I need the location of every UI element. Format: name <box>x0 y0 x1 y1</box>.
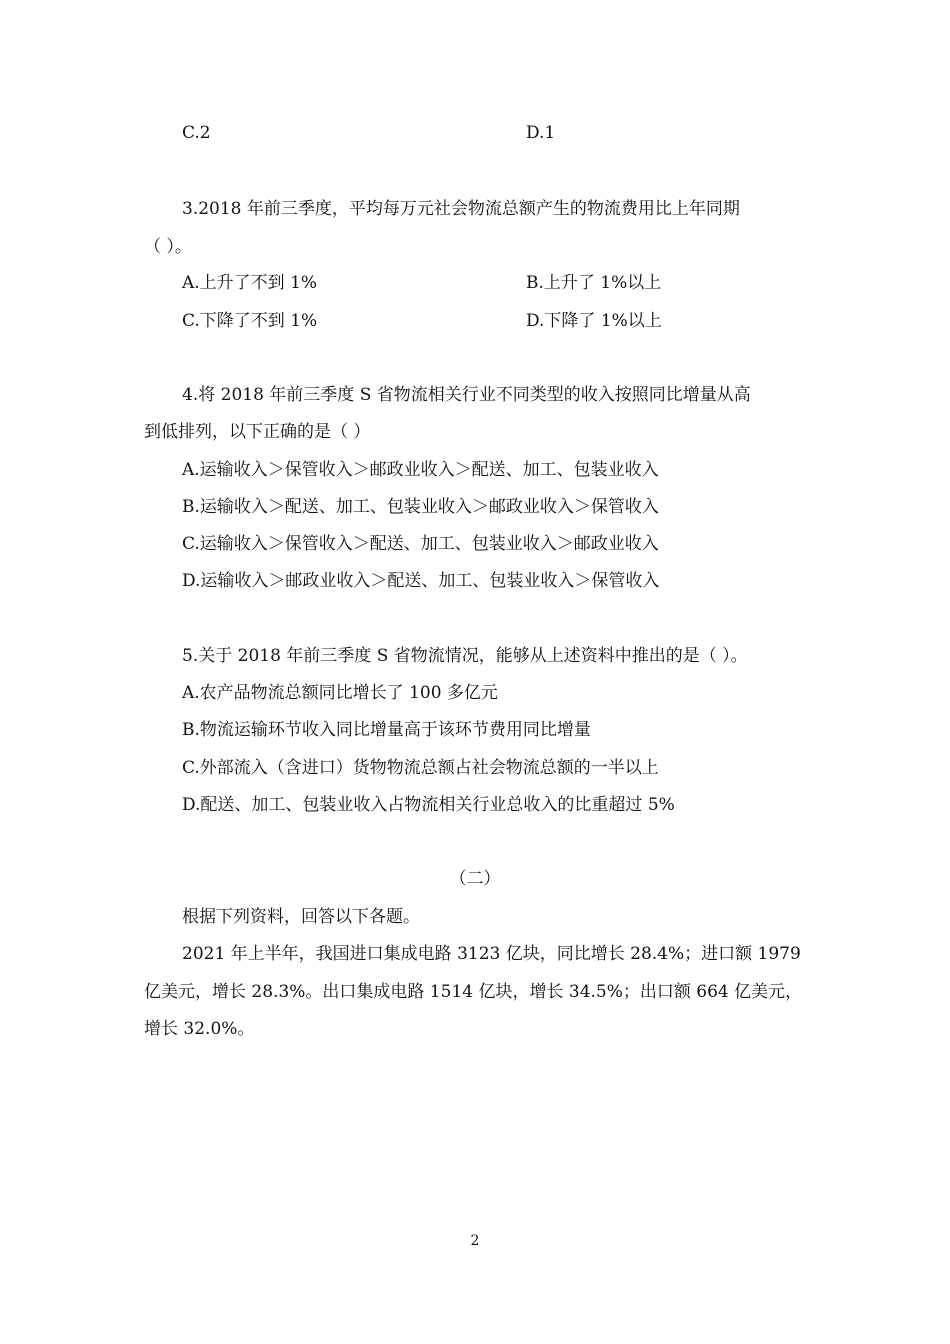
q5-option-c: C.外部流入（含进口）货物物流总额占社会物流总额的一半以上 <box>182 758 659 778</box>
q5-stem: 5.关于 2018 年前三季度 S 省物流情况，能够从上述资料中推出的是（ ）。 <box>182 646 748 666</box>
material-paragraph-line2: 亿美元，增长 28.3%。出口集成电路 1514 亿块，增长 34.5%；出口额 664 亿美元， <box>144 982 803 1002</box>
q4-option-b: B.运输收入＞配送、加工、包装业收入＞邮政业收入＞保管收入 <box>182 497 659 517</box>
page-number: 2 <box>470 1233 480 1249</box>
q4-stem-line2: 到低排列，以下正确的是（ ） <box>144 422 371 442</box>
top-option-c: C.2 <box>182 123 211 143</box>
section-heading: （二） <box>449 869 501 889</box>
q5-option-a: A.农产品物流总额同比增长了 100 多亿元 <box>182 683 498 703</box>
q3-stem-line1: 3.2018 年前三季度，平均每万元社会物流总额产生的物流费用比上年同期 <box>182 199 740 219</box>
material-paragraph-line3: 增长 32.0%。 <box>144 1019 255 1039</box>
material-paragraph-line1: 2021 年上半年，我国进口集成电路 3123 亿块，同比增长 28.4%；进口额 1979 <box>182 944 801 964</box>
section-intro: 根据下列资料，回答以下各题。 <box>182 907 420 927</box>
q5-option-b: B.物流运输环节收入同比增量高于该环节费用同比增量 <box>182 720 591 740</box>
q4-option-d: D.运输收入＞邮政业收入＞配送、加工、包装业收入＞保管收入 <box>182 571 660 591</box>
q3-option-c: C.下降了不到 1% <box>182 311 318 331</box>
q3-option-b: B.上升了 1%以上 <box>526 273 662 293</box>
q4-stem-line1: 4.将 2018 年前三季度 S 省物流相关行业不同类型的收入按照同比增量从高 <box>182 385 751 405</box>
q3-option-a: A.上升了不到 1% <box>182 273 318 293</box>
q5-option-d: D.配送、加工、包装业收入占物流相关行业总收入的比重超过 5% <box>182 795 675 815</box>
q4-option-c: C.运输收入＞保管收入＞配送、加工、包装业收入＞邮政业收入 <box>182 534 659 554</box>
q4-option-a: A.运输收入＞保管收入＞邮政业收入＞配送、加工、包装业收入 <box>182 460 659 480</box>
q3-option-d: D.下降了 1%以上 <box>526 311 662 331</box>
top-option-d: D.1 <box>526 123 556 143</box>
q3-stem-line2: （ ）。 <box>144 237 192 257</box>
